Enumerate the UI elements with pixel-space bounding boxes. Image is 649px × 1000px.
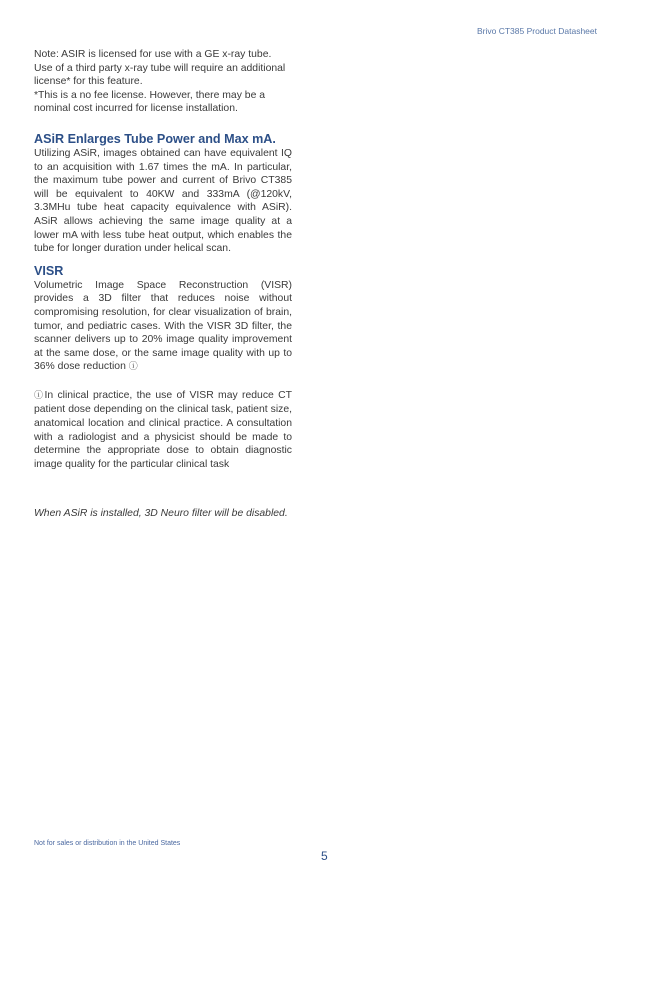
asir-section-heading: ASiR Enlarges Tube Power and Max mA.: [34, 131, 276, 146]
license-note-footnote: *This is a no fee license. However, there may be a nominal cost incurred for license installation.: [34, 89, 266, 115]
visr-footnote-text: In clinical practice, the use of VISR may reduce CT patient dose depending on the clinical task, patient size, anatomical location and clinical practice. A consultation with a radiologist and a physicist should be made to determine the appropriate dose to obtain diagnostic image quality for the particular clinical task: [34, 389, 292, 470]
visr-section-heading: VISR: [34, 263, 64, 278]
distribution-notice: Not for sales or distribution in the United States: [34, 840, 181, 847]
footnote-marker-icon: ⓘ: [34, 390, 45, 401]
visr-footnote: [34, 389, 292, 472]
license-note: [34, 48, 292, 116]
main-content: [34, 48, 292, 471]
info-marker-icon: ⓘ: [128, 362, 138, 373]
license-note-text: Note: ASIR is licensed for use with a GE x-ray tube. Use of a third party x-ray tube will require an additional license* for this feature.: [34, 49, 286, 88]
page-number: 5: [321, 849, 328, 863]
neuro-filter-disabled-note: When ASiR is installed, 3D Neuro filter will be disabled.: [34, 508, 288, 519]
asir-section-body: Utilizing ASiR, images obtained can have equivalent IQ to an acquisition with 1.67 times the mA. In particular, the maximum tube power and current of Brivo CT385 will be equivalent to 40KW and 333mA (@120kV, 3.3MHu tube heat capacity equivalence with ASiR). ASiR allows achieving the same image quality at a lower mA with less tube heat output, which enables the tube for longer duration under helical scan.: [34, 147, 292, 255]
visr-body-text: Volumetric Image Space Reconstruction (VISR) provides a 3D filter that reduces noise without compromising resolution, for clear visualization of brain, tumor, and pediatric cases. With the VISR 3D filter, the scanner delivers up to 20% image quality improvement at the same dose, or the same image quality with up to 36% dose reduction: [34, 279, 292, 373]
visr-section-body: [34, 279, 292, 375]
datasheet-header-title: Brivo CT385 Product Datasheet: [476, 26, 597, 36]
